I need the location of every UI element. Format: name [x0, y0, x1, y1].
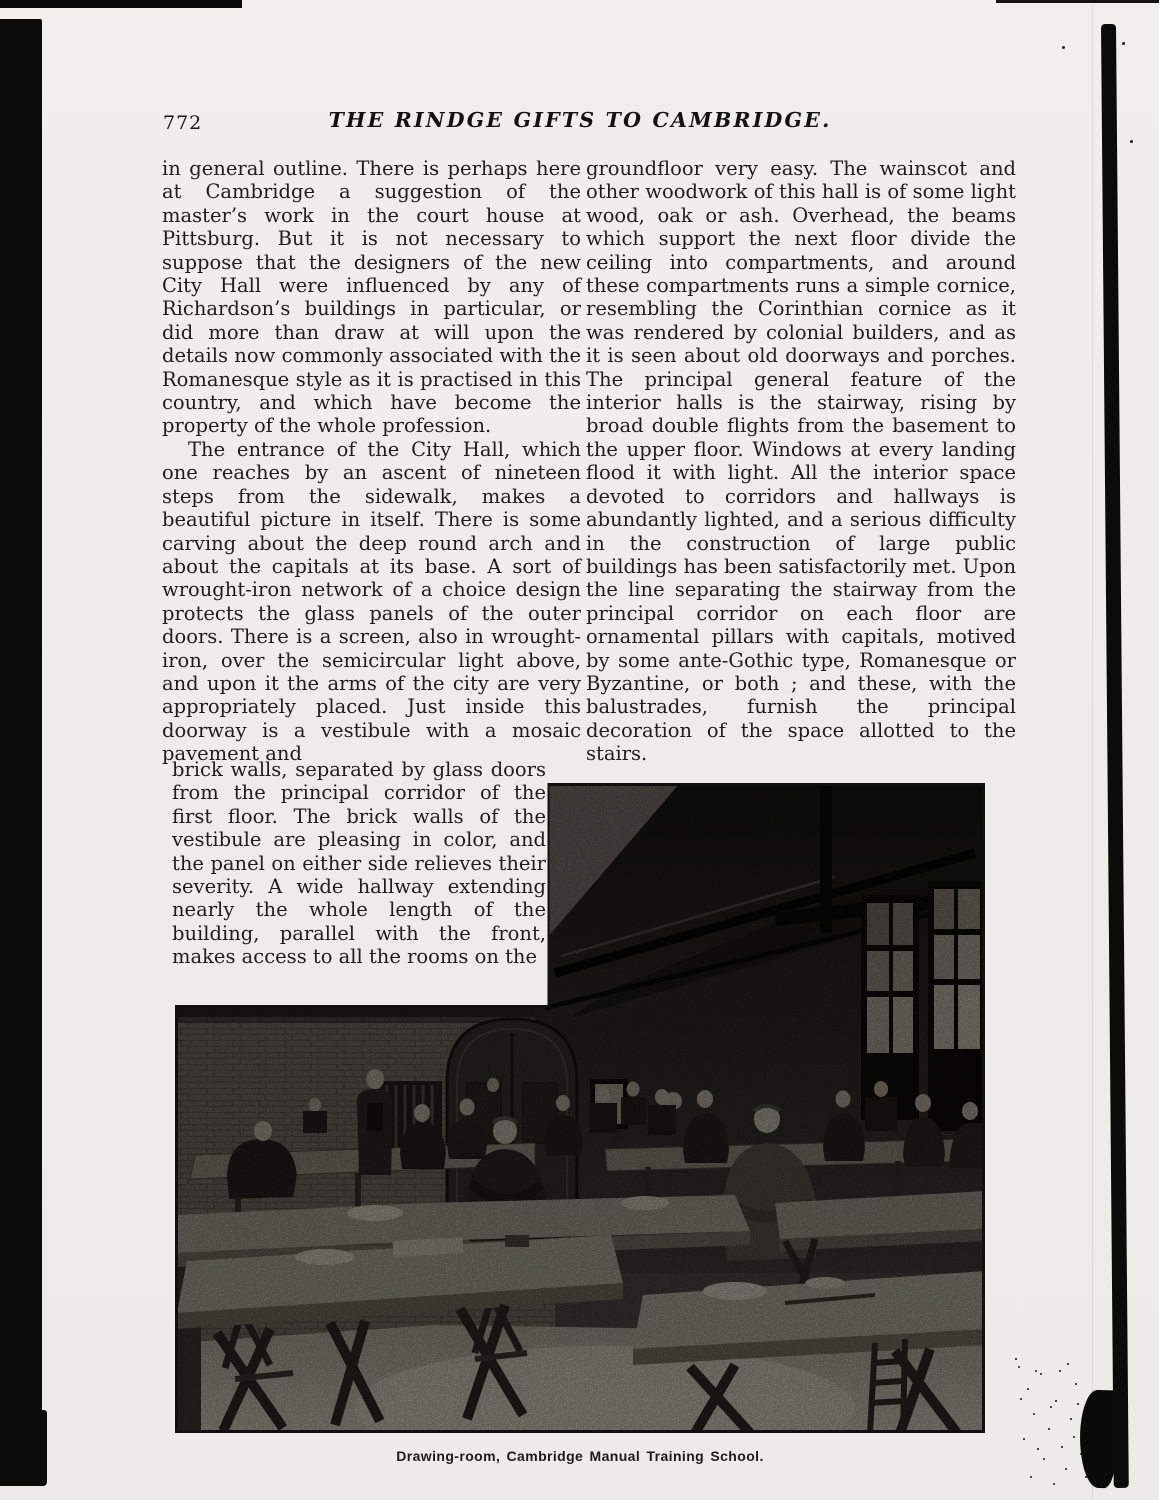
paragraph-left-2-continued: brick walls, separated by glass doors from the principal corridor of the first floor. The brick walls of the vestibule are pleasing in color, and the panel on either side relieves their severity. A wide hallway extending nearly the whole length of the building, parallel with the front, makes access to all the rooms on the — [172, 758, 546, 969]
paragraph-left-1: in general outline. There is perhaps here at Cambridge a suggestion of the master’s work in the court house at Pittsburg. But it is not necessary to suppose that the designers of the new City Hall were influenced by any of Richardson’s buildings in particular, or did more than draw at will upon the details now commonly associated with the Romanesque style as it is practised in this country, and which have become the property of the whole profession. — [162, 157, 581, 438]
column-left — [162, 157, 581, 766]
scan-bar-right — [1101, 24, 1129, 1488]
article-title: THE RINDGE GIFTS TO CAMBRIDGE. — [328, 108, 832, 132]
scan-speckles-top — [1122, 42, 1125, 45]
page-number: 772 — [163, 112, 203, 134]
scan-strip-left — [0, 19, 42, 1417]
column-left-wrapped — [172, 758, 546, 969]
paragraph-left-2: The entrance of the City Hall, which one reaches by an ascent of nineteen steps from the sidewalk, makes a beautiful picture in itself. There is some carving about the deep round arch and about the capitals at its base. A sort of wrought-iron network of a choice design protects the glass panels of the outer doors. There is a screen, also in wrought-iron, over the semicircular light above, and upon it the arms of the city are very appropriately placed. Just inside this doorway is a vestibule with a mosaic pavement and — [162, 437, 581, 766]
scan-crease — [1092, 0, 1093, 1500]
scan-blob-bottom-right — [1079, 1390, 1118, 1489]
scan-line-top-right — [996, 0, 1159, 3]
paragraph-right-1: groundfloor very easy. The wainscot and other woodwork of this hall is of some light wood, oak or ash. Overhead, the beams which support the next floor divide the ceiling into compartments, and around these compartments runs a simple cornice, resembling the Corinthian cornice as it was rendered by colonial builders, and as it is seen about old doorways and porches. The principal general feature of the interior halls is the stairway, rising by broad double flights from the basement to the upper floor. Windows at every landing flood it with light. All the interior space devoted to corridors and hallways is abundantly lighted, and a serious difficulty in the construction of large public buildings has been satisfactorily met. Upon the line separating the stairway from the principal corridor on each floor are ornamental pillars with capitals, motived by some ante-Gothic type, Romanesque or Byzantine, or both ; and these, with the balustrades, furnish the principal decoration of the space allotted to the stairs. — [586, 157, 1016, 766]
scan-speckles — [1015, 1358, 1017, 1360]
column-right — [586, 157, 1016, 766]
scan-strip-left-foot — [0, 1410, 47, 1486]
figure-caption: Drawing-room, Cambridge Manual Training School. — [396, 1448, 764, 1464]
scan-bar-top-left — [0, 0, 242, 8]
